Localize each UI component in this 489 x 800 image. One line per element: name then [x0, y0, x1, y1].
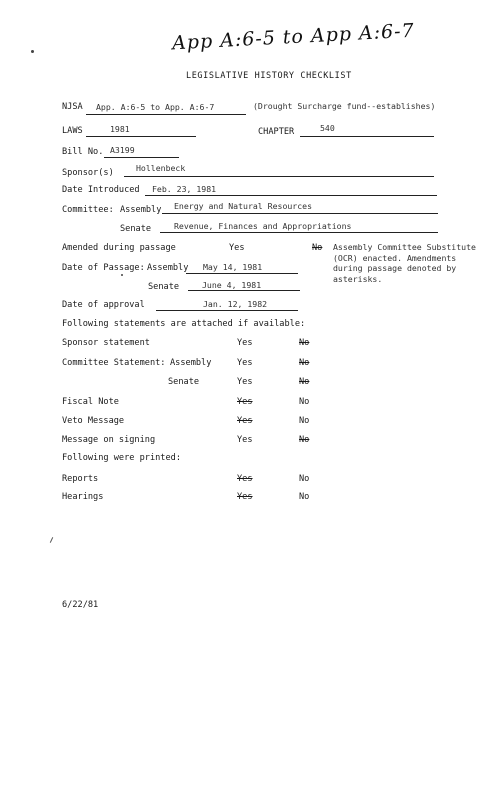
committee-statement-assembly-yes: Yes [237, 358, 253, 368]
passage-senate-rule [188, 290, 300, 291]
hearings-label: Hearings [62, 492, 104, 502]
attached-heading: Following statements are attached if available: [62, 319, 306, 329]
committee-assembly-rule [162, 213, 438, 214]
sponsor-statement-label: Sponsor statement [62, 338, 150, 348]
committee-statement-senate-no: No [299, 377, 310, 387]
message-on-signing-no: No [299, 435, 310, 445]
veto-message-yes: Yes [237, 416, 253, 426]
hearings-yes: Yes [237, 492, 253, 502]
committee-statement-assembly-label: Assembly [170, 358, 212, 368]
passage-assembly-value: May 14, 1981 [203, 262, 263, 272]
laws-label: LAWS [62, 126, 83, 136]
amended-no: No [312, 243, 323, 253]
stray-dot [121, 274, 123, 276]
stray-mark [50, 537, 53, 543]
reports-no: No [299, 474, 310, 484]
footer-date: 6/22/81 [62, 600, 99, 610]
passage-assembly-label: Assembly [147, 263, 189, 273]
njsa-value: App. A:6-5 to App. A:6-7 [96, 102, 215, 112]
fiscal-note-yes: Yes [237, 397, 253, 407]
sponsor-statement-yes: Yes [237, 338, 253, 348]
njsa-description: (Drought Surcharge fund--establishes) [253, 101, 436, 111]
fiscal-note-label: Fiscal Note [62, 397, 119, 407]
passage-senate-label: Senate [148, 282, 180, 292]
sponsor-label: Sponsor(s) [62, 168, 114, 178]
committee-statement-label: Committee Statement: [62, 358, 166, 368]
date-introduced-rule [145, 195, 437, 196]
message-on-signing-yes: Yes [237, 435, 253, 445]
committee-senate-value: Revenue, Finances and Appropriations [174, 221, 352, 231]
committee-senate-label: Senate [120, 224, 152, 234]
committee-assembly-label: Assembly [120, 205, 162, 215]
printed-heading: Following were printed: [62, 453, 181, 463]
committee-statement-senate-label: Senate [168, 377, 200, 387]
veto-message-no: No [299, 416, 310, 426]
hearings-no: No [299, 492, 310, 502]
laws-rule [86, 136, 196, 137]
chapter-rule [300, 136, 434, 137]
handwritten-header: App A:6-5 to App A:6-7 [171, 19, 416, 55]
message-on-signing-label: Message on signing [62, 435, 156, 445]
committee-statement-senate-yes: Yes [237, 377, 253, 387]
page-title: LEGISLATIVE HISTORY CHECKLIST [186, 71, 352, 81]
amended-label: Amended during passage [62, 243, 176, 253]
sponsor-statement-no: No [299, 338, 310, 348]
njsa-rule [86, 114, 246, 115]
sponsor-rule [124, 176, 434, 177]
date-of-approval-label: Date of approval [62, 300, 145, 310]
date-introduced-label: Date Introduced [62, 185, 140, 195]
committee-senate-rule [160, 232, 438, 233]
date-of-approval-value: Jan. 12, 1982 [203, 299, 268, 309]
date-introduced-value: Feb. 23, 1981 [152, 184, 217, 194]
reports-label: Reports [62, 474, 99, 484]
fiscal-note-no: No [299, 397, 310, 407]
date-of-approval-rule [156, 310, 298, 311]
laws-value: 1981 [110, 124, 130, 134]
passage-senate-value: June 4, 1981 [202, 280, 262, 290]
bill-no-label: Bill No. [62, 147, 104, 157]
bill-no-value: A3199 [110, 145, 135, 155]
sponsor-value: Hollenbeck [136, 163, 186, 173]
veto-message-label: Veto Message [62, 416, 125, 426]
njsa-label: NJSA [62, 102, 83, 112]
bill-no-rule [104, 157, 179, 158]
amended-yes: Yes [229, 243, 245, 253]
chapter-value: 540 [320, 123, 335, 133]
stray-dot [31, 50, 34, 53]
reports-yes: Yes [237, 474, 253, 484]
committee-statement-assembly-no: No [299, 358, 310, 368]
date-of-passage-label: Date of Passage: [62, 263, 145, 273]
passage-assembly-rule [186, 273, 298, 274]
chapter-label: CHAPTER [258, 127, 295, 137]
amended-note: Assembly Committee Substitute (OCR) enacted. Amendments during passage denoted by asterisks. [333, 242, 476, 284]
committee-label: Committee: [62, 205, 114, 215]
committee-assembly-value: Energy and Natural Resources [174, 201, 313, 211]
